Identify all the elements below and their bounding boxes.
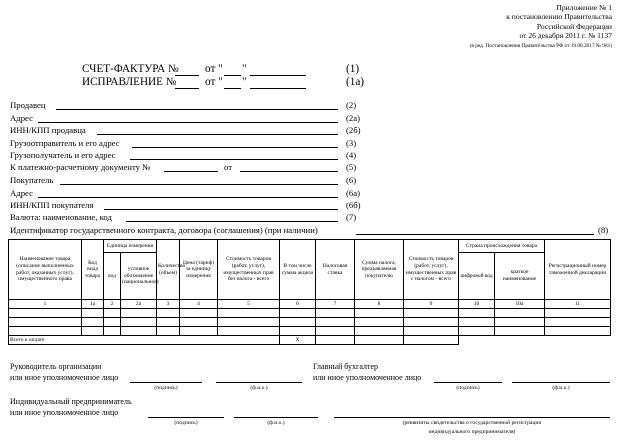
invoice-code: (1) xyxy=(346,63,360,75)
cell[interactable] xyxy=(82,318,104,327)
field-buyer-address-code: (6а) xyxy=(346,188,360,198)
cell[interactable] xyxy=(459,318,495,327)
correction-number-line xyxy=(175,88,199,89)
column-number: 10а xyxy=(495,300,545,309)
cell[interactable] xyxy=(404,318,459,327)
column-number: 7 xyxy=(316,300,355,309)
sig-chief-name-caption: (ф.и.о.) xyxy=(552,385,570,391)
col-cost-with-tax-header: Стоимость товаров (работ, услуг), имущественных прав с налогом - всего xyxy=(404,240,459,300)
cell[interactable] xyxy=(104,318,121,327)
invoice-month-line xyxy=(250,75,306,76)
col-type-code-header: Код вида товара xyxy=(82,240,104,300)
correction-date-from: от " xyxy=(205,76,223,88)
field-buyer-inn-label: ИНН/КПП покупателя xyxy=(10,200,94,210)
col-origin-name-header: краткое наименование xyxy=(495,253,545,300)
total-tax-rate-cell[interactable] xyxy=(316,336,355,345)
cell[interactable] xyxy=(82,309,104,318)
cell[interactable] xyxy=(9,309,82,318)
col-tax-sum-header: Сумма налога, предъявляемая покупателю xyxy=(355,240,404,300)
cell[interactable] xyxy=(280,318,316,327)
sig-chief-signature-caption: (подпись) xyxy=(456,385,480,391)
field-buyer-address-label: Адрес xyxy=(10,188,33,198)
appendix-line: от 26 декабря 2011 г. № 1137 xyxy=(519,30,612,40)
cell[interactable] xyxy=(495,327,545,336)
field-seller-address-line[interactable] xyxy=(38,122,338,123)
sig-head-signature-line[interactable] xyxy=(130,382,202,383)
appendix-line: Приложение № 1 xyxy=(556,3,612,12)
cell[interactable] xyxy=(495,318,545,327)
cell[interactable] xyxy=(495,309,545,318)
cell[interactable] xyxy=(459,309,495,318)
col-origin-header: Страна происхождения товара xyxy=(459,240,545,253)
column-number: 11 xyxy=(545,300,611,309)
cell[interactable] xyxy=(355,309,404,318)
cell[interactable] xyxy=(218,318,280,327)
cell[interactable] xyxy=(180,327,218,336)
field-shipper-code: (3) xyxy=(346,138,357,148)
col-qty-header: Количество (объем) xyxy=(157,240,180,300)
column-number: 10 xyxy=(459,300,495,309)
sig-head-signature-caption: (подпись) xyxy=(154,385,178,391)
table-total-row xyxy=(9,336,611,345)
sig-entrepreneur-signature-caption: (подпись) xyxy=(174,420,198,426)
field-currency-label: Валюта: наименование, код xyxy=(10,212,112,222)
field-seller-inn-code: (2б) xyxy=(346,125,361,135)
field-consignee-label: Грузополучатель и его адрес xyxy=(10,150,116,160)
field-contract-id-label: Идентификатор государственного контракта, договора (соглашения) (при наличии) xyxy=(10,225,318,235)
sig-entrepreneur-certificate-caption-1: (реквизиты свидетельства о государственной регистрации xyxy=(402,420,542,426)
cell[interactable] xyxy=(545,327,611,336)
field-seller-address-label: Адрес xyxy=(10,113,33,123)
field-seller-address-code: (2а) xyxy=(346,113,360,123)
col-origin-code-header: цифровой код xyxy=(459,253,495,300)
cell[interactable] xyxy=(180,318,218,327)
appendix-block xyxy=(470,3,612,51)
field-seller-label: Продавец xyxy=(10,100,46,110)
cell[interactable] xyxy=(180,309,218,318)
invoice-quote-close: " xyxy=(242,63,247,75)
column-number: 9 xyxy=(404,300,459,309)
appendix-line: к постановлению Правительства xyxy=(506,12,612,22)
sig-entrepreneur-certificate-line[interactable] xyxy=(334,417,610,418)
field-shipper-line[interactable] xyxy=(132,147,338,148)
appendix-line: Российской Федерации xyxy=(536,21,612,31)
cell[interactable] xyxy=(404,309,459,318)
cell[interactable] xyxy=(121,318,157,327)
table-row xyxy=(9,309,611,318)
sig-chief-signature-line[interactable] xyxy=(434,382,502,383)
field-contract-id-line[interactable] xyxy=(356,234,594,235)
cell[interactable] xyxy=(459,327,495,336)
total-x-mark: X xyxy=(280,336,316,345)
field-seller-inn-line[interactable] xyxy=(97,134,338,135)
field-buyer-line[interactable] xyxy=(60,184,338,185)
cell[interactable] xyxy=(316,309,355,318)
cell[interactable] xyxy=(121,309,157,318)
cell[interactable] xyxy=(316,327,355,336)
sig-entrepreneur-name-caption: (ф.и.о.) xyxy=(267,420,285,426)
cell[interactable] xyxy=(9,318,82,327)
sig-entrepreneur-line1: Индивидуальный предприниматель xyxy=(10,397,132,406)
column-numbers-row xyxy=(9,300,611,309)
col-unit-header: Единица измерения xyxy=(104,240,157,253)
invoice-day-line xyxy=(224,75,241,76)
column-number: 4 xyxy=(180,300,218,309)
cell[interactable] xyxy=(280,309,316,318)
field-buyer-inn-line[interactable] xyxy=(104,209,338,210)
cell[interactable] xyxy=(355,327,404,336)
col-tax-rate-header: Налоговая ставка xyxy=(316,240,355,300)
invoice-title: СЧЕТ-ФАКТУРА № xyxy=(82,63,179,75)
field-seller-inn-label: ИНН/КПП продавца xyxy=(10,125,86,135)
correction-day-line xyxy=(224,88,241,89)
column-number: 5 xyxy=(218,300,280,309)
cell[interactable] xyxy=(404,327,459,336)
col-unit-code-header: код xyxy=(104,253,121,300)
total-tax-sum-cell[interactable] xyxy=(355,336,404,345)
correction-quote-close: " xyxy=(242,76,247,88)
cell[interactable] xyxy=(9,327,82,336)
field-payment-doc-code: (5) xyxy=(346,162,357,172)
field-consignee-line[interactable] xyxy=(130,159,338,160)
column-number: 1а xyxy=(82,300,104,309)
invoice-table xyxy=(8,239,611,345)
col-customs-header: Регистрационный номер таможенной декларации xyxy=(545,240,611,300)
field-buyer-address-line[interactable] xyxy=(38,197,338,198)
total-empty xyxy=(459,336,611,345)
sig-entrepreneur-signature-line[interactable] xyxy=(148,417,224,418)
correction-month-line xyxy=(250,88,306,89)
table-header-row xyxy=(9,240,611,253)
cell[interactable] xyxy=(104,327,121,336)
column-number: 8 xyxy=(355,300,404,309)
sig-entrepreneur-certificate-caption-2: индивидуального предпринимателя) xyxy=(428,429,516,435)
invoice-date-from: от " xyxy=(205,63,223,75)
field-buyer-inn-code: (6б) xyxy=(346,200,361,210)
cell[interactable] xyxy=(157,309,180,318)
field-shipper-label: Грузоотправитель и его адрес xyxy=(10,138,120,148)
sig-head-line1: Руководитель организации xyxy=(10,362,102,371)
field-currency-line[interactable] xyxy=(126,221,338,222)
cell[interactable] xyxy=(545,318,611,327)
field-currency-code: (7) xyxy=(346,212,357,222)
table-row xyxy=(9,327,611,336)
field-contract-id-code: (8) xyxy=(598,225,609,235)
field-seller-code: (2) xyxy=(346,100,357,110)
sig-chief-name-line[interactable] xyxy=(512,382,610,383)
sig-chief-line2: или иное уполномоченное лицо xyxy=(313,373,422,382)
invoice-number-line xyxy=(175,75,199,76)
col-unit-symbol-header: условное обозначение (национальное) xyxy=(121,253,157,300)
sig-head-name-caption: (ф.и.о.) xyxy=(250,385,268,391)
column-number: 6 xyxy=(280,300,316,309)
col-cost-without-tax-header: Стоимость товаров (работ, услуг), имущественных прав без налога - всего xyxy=(218,240,280,300)
col-name-header: Наименование товара (описание выполненных работ, оказанных услуг), имущественного права xyxy=(9,240,82,300)
field-buyer-code: (6) xyxy=(346,175,357,185)
total-label: Всего к оплате xyxy=(9,336,280,345)
cell[interactable] xyxy=(545,309,611,318)
column-number: 2 xyxy=(104,300,121,309)
sig-head-line2: или иное уполномоченное лицо xyxy=(10,373,119,382)
cell[interactable] xyxy=(355,318,404,327)
total-cost-with-tax-cell[interactable] xyxy=(404,336,459,345)
sig-entrepreneur-line2: или иное уполномоченное лицо xyxy=(10,408,119,417)
sig-chief-line1: Главный бухгалтер xyxy=(313,362,378,371)
sig-head-name-line[interactable] xyxy=(216,382,302,383)
correction-code: (1а) xyxy=(346,76,365,88)
cell[interactable] xyxy=(218,327,280,336)
col-price-header: Цена (тариф) за единицу измерения xyxy=(180,240,218,300)
field-consignee-code: (4) xyxy=(346,150,357,160)
field-payment-doc-date-line[interactable] xyxy=(240,171,338,172)
column-number: 1 xyxy=(9,300,82,309)
cell[interactable] xyxy=(104,309,121,318)
column-number: 2а xyxy=(121,300,157,309)
sig-entrepreneur-name-line[interactable] xyxy=(234,417,318,418)
cell[interactable] xyxy=(157,318,180,327)
cell[interactable] xyxy=(82,327,104,336)
col-excise-header: В том числе сумма акциза xyxy=(280,240,316,300)
column-number: 3 xyxy=(157,300,180,309)
table-row xyxy=(9,318,611,327)
field-buyer-label: Покупатель xyxy=(10,175,54,185)
correction-title: ИСПРАВЛЕНИЕ № xyxy=(82,76,177,88)
cell[interactable] xyxy=(157,327,180,336)
cell[interactable] xyxy=(121,327,157,336)
appendix-note: (в ред. Постановления Правительства РФ от 19.08.2017 № 981) xyxy=(469,43,612,50)
field-payment-doc-label: К платежно-расчетному документу № xyxy=(10,162,151,172)
cell[interactable] xyxy=(280,327,316,336)
field-payment-doc-number-line[interactable] xyxy=(164,171,218,172)
cell[interactable] xyxy=(316,318,355,327)
cell[interactable] xyxy=(218,309,280,318)
field-payment-doc-from: от xyxy=(224,162,233,172)
field-seller-line[interactable] xyxy=(56,109,338,110)
